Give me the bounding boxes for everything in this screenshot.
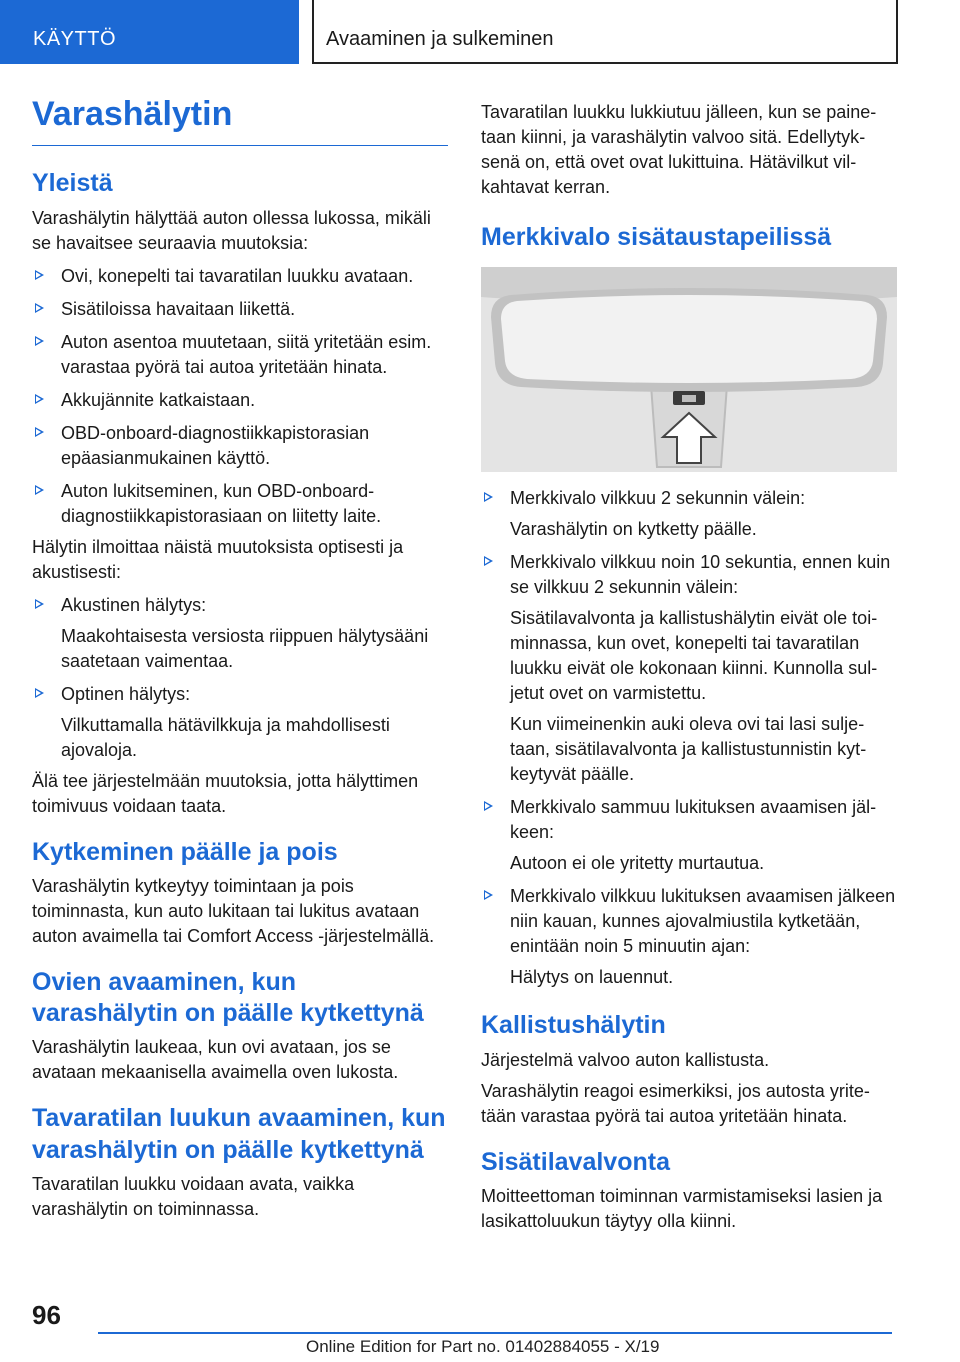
kallistus-p1: Järjestelmä valvoo auton kallistusta. (481, 1049, 770, 1070)
right-column (481, 100, 897, 1234)
heading-tavaratila: Tavaratilan luukun avaaminen, kun varashälytin on päälle kytkettynä (32, 1104, 446, 1164)
list-item: Auton asentoa muutetaan, siitä yritetään esim. varastaa pyörä tai autoa yritetään hinata. (32, 330, 448, 380)
alarm-detail: Vilkuttamalla hätävilkkuja ja mahdollisesti ajovaloja. (61, 714, 390, 760)
sisatila-text: Moitteettoman toiminnan varmistamiseksi lasien ja lasikattoluukun täytyy olla kiinni. (481, 1185, 883, 1231)
bullet-triangle-icon (35, 427, 44, 437)
page-number: 96 (32, 1300, 61, 1330)
page-title: Varashälytin (32, 96, 448, 146)
heading-ovien: Ovien avaaminen, kun varashälytin on päälle kytkettynä (32, 967, 424, 1028)
heading-merkkivalo: Merkkivalo sisätaustapeilissä (481, 223, 832, 251)
ovien-text: Varashälytin laukeaa, kun ovi avataan, jos se avataan mekaanisella avaimella oven lukosta. (32, 1037, 399, 1083)
bullet-triangle-icon (35, 599, 44, 609)
notify-text: Hälytin ilmoittaa näistä muutoksista optisesti ja akustisesti: (32, 536, 404, 582)
list-item: Sisätiloissa havaitaan liikettä. (32, 297, 448, 322)
bullet-triangle-icon (35, 270, 44, 280)
list-item: Auton lukitseminen, kun OBD-onboard-diagnostiikkapistorasiaan on liitetty laite. (32, 479, 448, 529)
kallistus-p2: Varashälytin reagoi esimerkiksi, jos autosta yritetään varastaa pyörä tai autoa yritetään hinata. (481, 1080, 870, 1126)
bullet-triangle-icon (484, 556, 493, 566)
footer-edition: Online Edition for Part no. 01402884055 - X/19 (306, 1337, 660, 1356)
heading-kallistus: Kallistushälytin (481, 1011, 666, 1040)
bullet-triangle-icon (35, 336, 44, 346)
heading-kytkeminen: Kytkeminen päälle ja pois (32, 837, 338, 866)
bullet-triangle-icon (35, 394, 44, 404)
list-item: Merkkivalo vilkkuu noin 10 sekuntia, ennen kuin se vilkkuu 2 sekunnin välein: Sisätilavalvonta ja kallistushälytin eivät ole toiminnassa, kun ovet, konepelti tai tavaratilan luukku eivät ole kokonaan kiinni. Kunnolla suljetut ovet on varmistettu. Kun viimeinenkin auki oleva ovi tai lasi suljetaan, sisätilavalvonta ja kallistustunnistin kytkeytyvät päälle. (481, 550, 897, 787)
footer-divider (98, 1332, 892, 1334)
alarm-detail: Maakohtaisesta versiosta riippuen hälytysääni saatetaan vaimentaa. (61, 625, 429, 671)
kytkeminen-text: Varashälytin kytkeytyy toimintaan ja pois toiminnasta, kun auto lukitaan tai lukitus avataan auton avaimella tai Comfort Access -järjestelmällä. (32, 875, 435, 946)
rearview-mirror-icon (481, 267, 897, 472)
indicator-detail: Hälytys on lauennut. (510, 967, 674, 988)
warning-text: Älä tee järjestelmään muutoksia, jotta hälyttimen toimivuus voidaan taata. (32, 770, 419, 816)
indicator-detail: Varashälytin on kytketty päälle. (510, 519, 757, 540)
indicator-detail: Autoon ei ole yritetty murtautua. (510, 853, 765, 874)
change-list (32, 264, 448, 529)
section-tab[interactable] (0, 0, 299, 64)
section-label: KÄYTTÖ (33, 28, 117, 50)
yleista-intro: Varashälytin hälyttää auton ollessa lukossa, mikäli se havaitsee seuraavia muutoksia: (32, 207, 431, 253)
trunk-intro: Tavaratilan luukku lukkiutuu jälleen, kun se painetaan kiinni, ja varashälytin valvoo sitä. Edellytyksenä on, että ovet ovat lukittuina. Hätävilkut vilkahtavat kerran. (481, 102, 877, 197)
heading-sisatila: Sisätilavalvonta (481, 1147, 670, 1176)
chapter-label: Avaaminen ja sulkeminen (326, 28, 554, 50)
alarm-list (32, 593, 448, 763)
list-item: Merkkivalo vilkkuu 2 sekunnin välein: Varashälytin on kytketty päälle. (481, 486, 897, 542)
list-item: Merkkivalo vilkkuu lukituksen avaamisen jälkeen niin kauan, kunnes ajovalmiustila kytketään, enintään noin 5 minuutin ajan: Hälytys on lauennut. (481, 884, 897, 990)
list-item: Akustinen hälytys: Maakohtaisesta versiosta riippuen hälytysääni saatetaan vaimentaa. (32, 593, 448, 674)
tavaratila-text: Tavaratilan luukku voidaan avata, vaikka varashälytin on toiminnassa. (32, 1173, 355, 1219)
indicator-list (481, 486, 897, 990)
indicator-detail: Sisätilavalvonta ja kallistushälytin eivät ole toiminnassa, kun ovet, konepelti tai tavaratilan luukku eivät ole kokonaan kiinni. Kunnolla suljetut ovet on varmistettu. (510, 608, 878, 704)
bullet-triangle-icon (35, 303, 44, 313)
heading-yleista: Yleistä (32, 169, 113, 198)
list-item: Akkujännite katkaistaan. (32, 388, 448, 413)
list-item: Ovi, konepelti tai tavaratilan luukku avataan. (32, 264, 448, 289)
chapter-tab (312, 0, 898, 64)
bullet-triangle-icon (484, 890, 493, 900)
list-item: Merkkivalo sammuu lukituksen avaamisen jälkeen: Autoon ei ole yritetty murtautua. (481, 795, 897, 876)
bullet-triangle-icon (35, 485, 44, 495)
bullet-triangle-icon (484, 801, 493, 811)
indicator-detail: Kun viimeinenkin auki oleva ovi tai lasi suljetaan, sisätilavalvonta ja kallistustunnistin kytkeytyvät päälle. (510, 714, 867, 785)
bullet-triangle-icon (35, 688, 44, 698)
bullet-triangle-icon (484, 492, 493, 502)
mirror-figure (481, 267, 897, 472)
page-header (0, 0, 960, 66)
list-item: OBD-onboard-diagnostiikkapistorasian epäasianmukainen käyttö. (32, 421, 448, 471)
list-item: Optinen hälytys: Vilkuttamalla hätävilkkuja ja mahdollisesti ajovaloja. (32, 682, 448, 763)
left-column (32, 96, 448, 1222)
